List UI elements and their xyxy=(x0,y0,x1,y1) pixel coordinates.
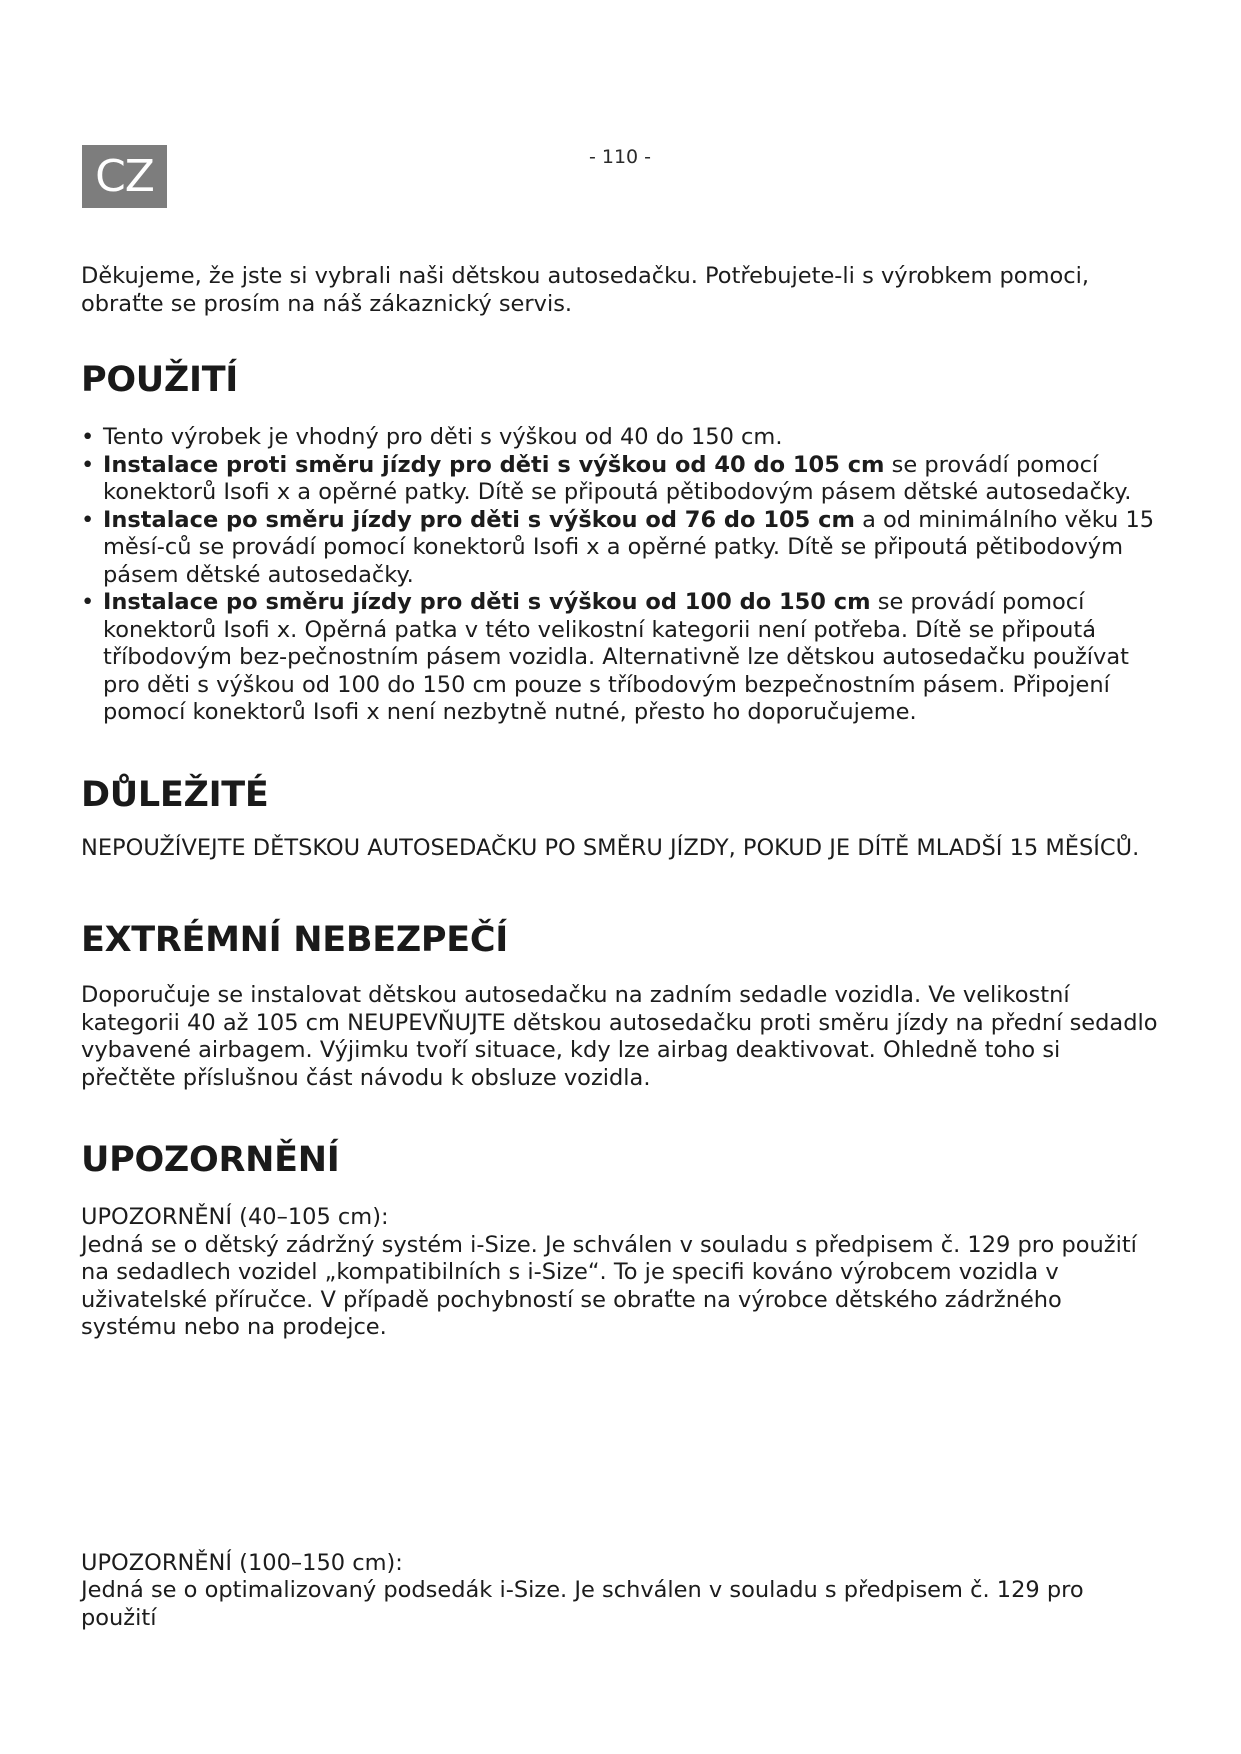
usage-item-bold: Instalace proti směru jízdy pro děti s výškou od 40 do 105 cm xyxy=(103,451,885,478)
language-badge: CZ xyxy=(82,145,167,208)
usage-section xyxy=(81,360,1161,727)
usage-item xyxy=(81,589,1161,727)
page-content xyxy=(81,263,1161,1632)
usage-item xyxy=(81,424,1161,452)
extreme-danger-text: Doporučuje se instalovat dětskou autosedačku na zadním sedadle vozidla. Ve velikostní kategorii 40 až 105 cm NEUPEVŇUJTE dětskou autosedačku proti směru jízdy na přední sedadlo vybavené airbagem. Výjimku tvoří situace, kdy lze airbag deaktivovat. Ohledně toho si přečtěte příslušnou část návodu k obsluze vozidla. xyxy=(81,982,1158,1091)
usage-list xyxy=(81,424,1161,727)
usage-item-text: se provádí pomocí konektorů Isofi x a opěrné patky. Dítě se připoutá pětibodovým pásem dětské autosedačky. xyxy=(103,451,1132,505)
page-number: - 110 - xyxy=(588,146,652,168)
important-text: NEPOUŽÍVEJTE DĚTSKOU AUTOSEDAČKU PO SMĚRU JÍZDY, POKUD JE DÍTĚ MLADŠÍ 15 MĚSÍCŮ. xyxy=(81,834,1140,861)
warning-text-40-105: Jedná se o dětský zádržný systém i-Size. Je schválen v souladu s předpisem č. 129 pro použití na sedadlech vozidel „kompatibilních s i-Size“. To je specifi kováno výrobcem vozidla v uživatelské příručce. V případě pochybností se obraťte na výrobce dětského zádržného systému nebo na prodejce. xyxy=(81,1231,1137,1340)
usage-item-text: a od minimálního věku 15 měsí-ců se provádí pomocí konektorů Isofi x a opěrné patky. Dítě se připoutá pětibodovým pásem dětské autosedačky. xyxy=(103,506,1155,588)
warning-label-100-150: UPOZORNĚNÍ (100–150 cm): xyxy=(81,1549,403,1576)
extreme-danger-heading: EXTRÉMNÍ NEBEZPEČÍ xyxy=(81,920,508,960)
usage-item-bold: Instalace po směru jízdy pro děti s výškou od 100 do 150 cm xyxy=(103,589,871,615)
extreme-danger-section xyxy=(81,920,1161,1092)
usage-item xyxy=(81,452,1161,507)
intro-paragraph: Děkujeme, že jste si vybrali naši dětskou autosedačku. Potřebujete-li s výrobkem pomoci, obraťte se prosím na náš zákaznický servis. xyxy=(81,263,1090,317)
important-heading: DŮLEŽITÉ xyxy=(81,774,269,815)
usage-item xyxy=(81,507,1161,590)
usage-item-text: se provádí pomocí konektorů Isofi x. Opěrná patka v této velikostní kategorii není potřeba. Dítě se připoutá tříbodovým bez-pečnostním pásem vozidla. Alternativně lze dětskou autosedačku používat pro děti s výškou od 100 do 150 cm pouze s tříbodovým bezpečnostním pásem. Připojení pomocí konektorů Isofi x není nezbytně nutné, přesto ho doporučujeme. xyxy=(103,589,1129,725)
warning-label-40-105: UPOZORNĚNÍ (40–105 cm): xyxy=(81,1204,389,1230)
usage-item-bold: Instalace po směru jízdy pro děti s výškou od 76 do 105 cm xyxy=(103,506,855,533)
warning-section xyxy=(81,1140,1161,1632)
warning-heading: UPOZORNĚNÍ xyxy=(81,1140,340,1180)
warning-text-100-150: Jedná se o optimalizovaný podsedák i-Size. Je schválen v souladu s předpisem č. 129 pro použití xyxy=(81,1577,1084,1631)
usage-item-text: Tento výrobek je vhodný pro děti s výškou od 40 do 150 cm. xyxy=(103,424,783,450)
important-section xyxy=(81,775,1161,863)
usage-heading: POUŽITÍ xyxy=(81,360,239,400)
